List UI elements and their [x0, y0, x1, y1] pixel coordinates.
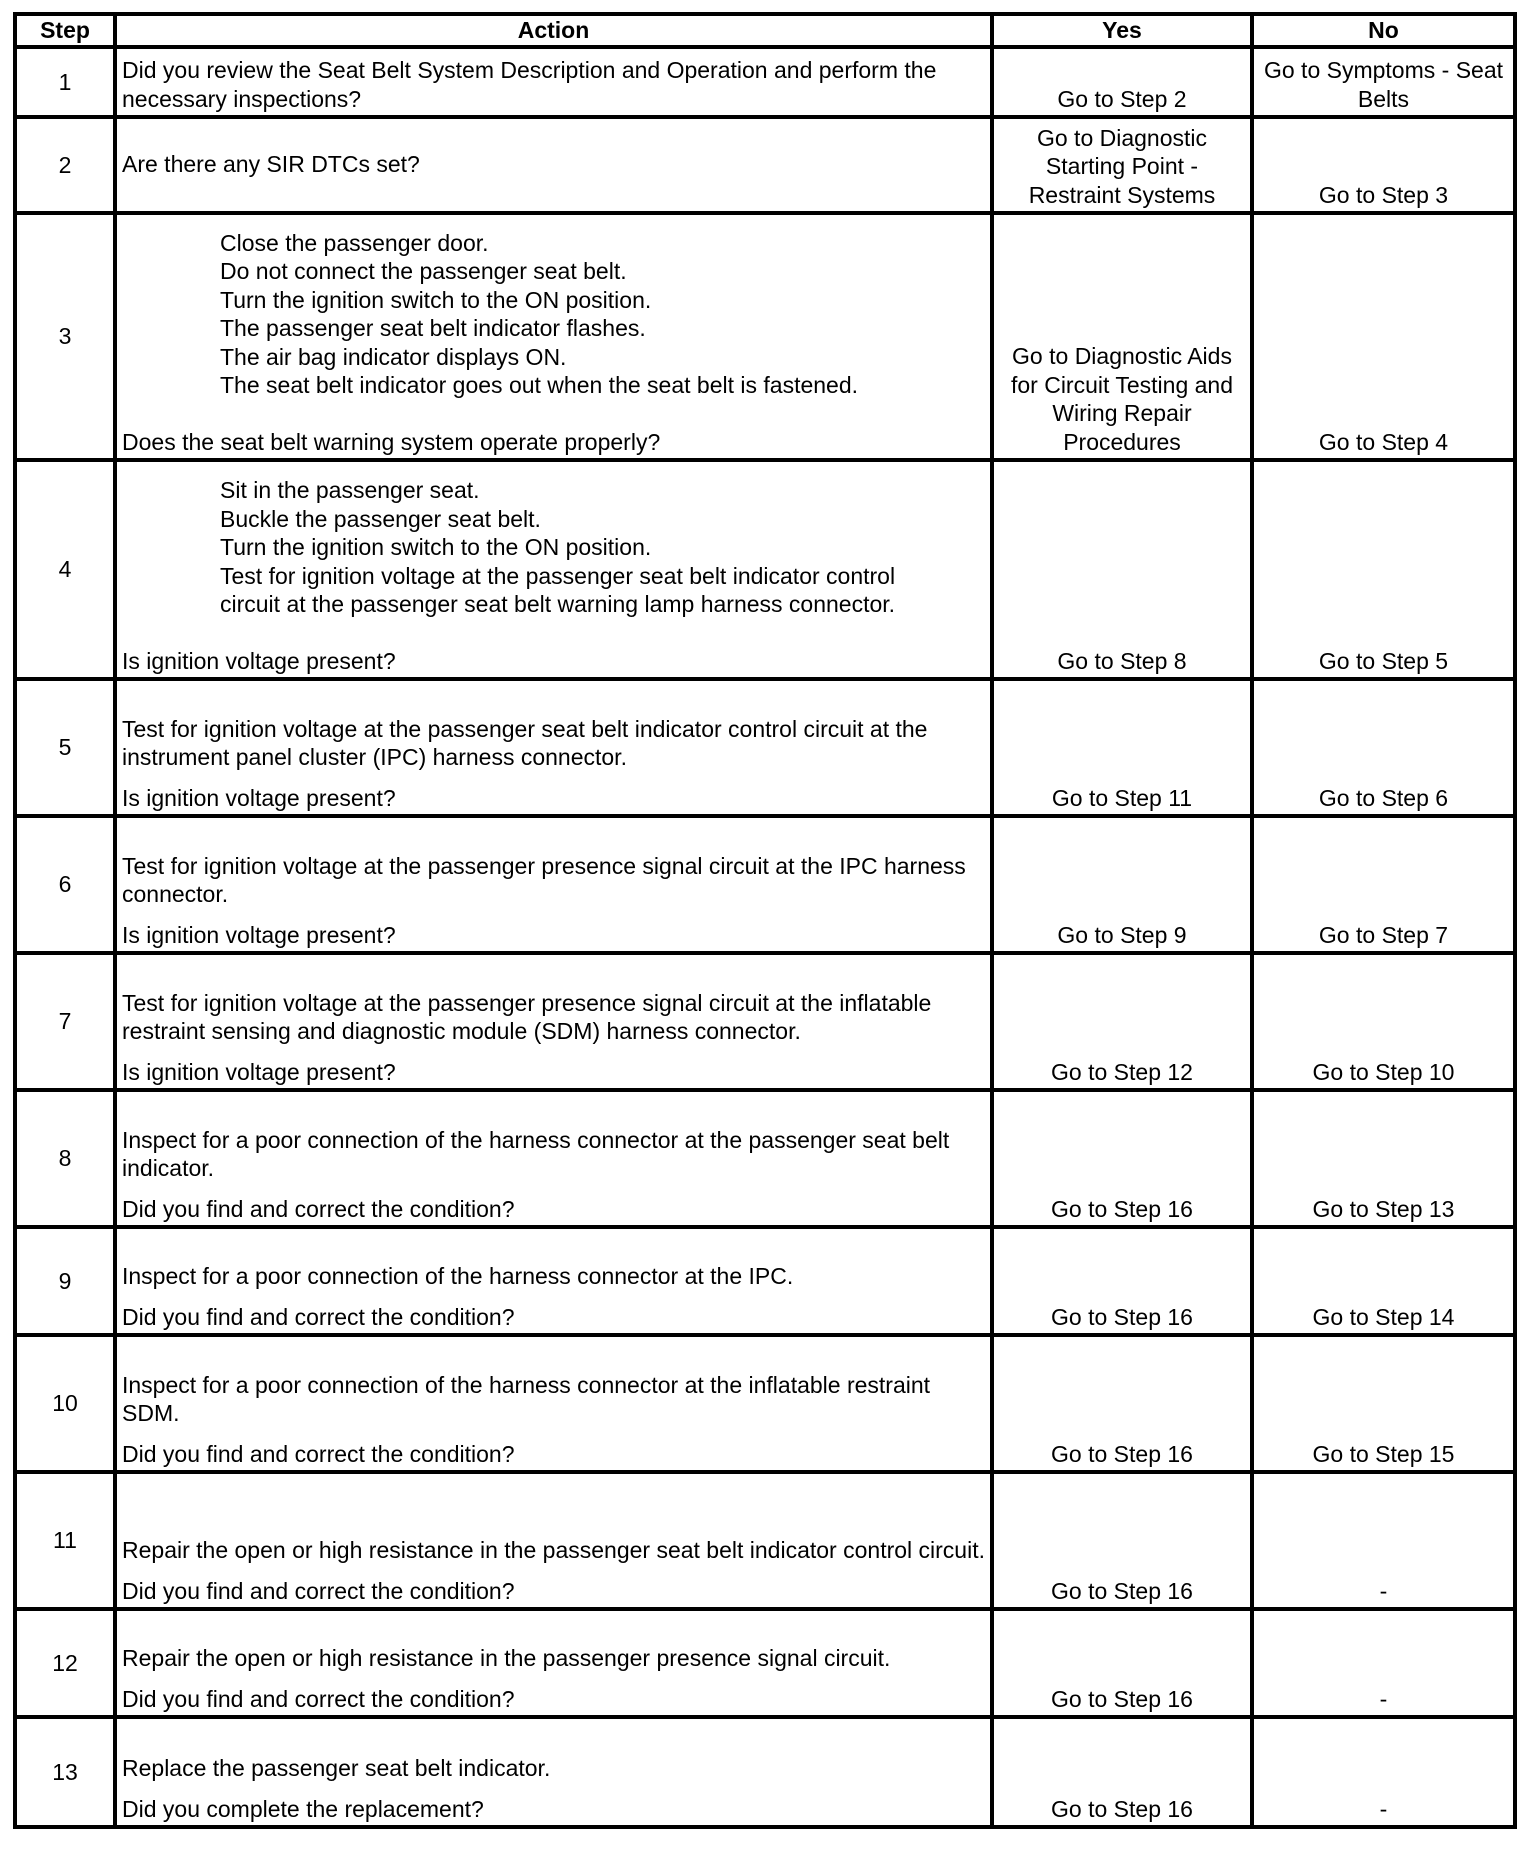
diagnostic-table — [13, 12, 1517, 1829]
header-action: Action — [115, 14, 992, 47]
action-condition: Turn the ignition switch to the ON position. — [220, 286, 652, 313]
no-result: Go to Step 13 — [1252, 1090, 1515, 1227]
action-condition: Close the passenger door. — [220, 229, 489, 256]
spacer — [122, 1183, 985, 1195]
no-result: Go to Step 4 — [1252, 213, 1515, 460]
action-question: Did you complete the replacement? — [122, 1795, 484, 1822]
spacer — [122, 400, 985, 428]
action-text: Inspect for a poor connection of the harness connector at the inflatable restraint SDM. — [122, 1371, 931, 1426]
action-question: Did you find and correct the condition? — [122, 1195, 515, 1222]
header-no: No — [1252, 14, 1515, 47]
action-condition: Do not connect the passenger seat belt. — [220, 258, 627, 284]
yes-result: Go to Step 16 — [992, 1717, 1252, 1827]
action-text: Replace the passenger seat belt indicator. — [122, 1755, 551, 1781]
action-condition: The air bag indicator displays ON. — [220, 343, 567, 370]
action-condition: Sit in the passenger seat. — [220, 477, 480, 503]
no-result: Go to Step 5 — [1252, 460, 1515, 679]
action-cell — [115, 816, 992, 953]
action-text: Did you review the Seat Belt System Description and Operation and perform the necessary inspections? — [122, 57, 937, 112]
action-cell — [115, 1227, 992, 1335]
step-number: 12 — [15, 1609, 115, 1717]
action-condition: The seat belt indicator goes out when the seat belt is fastened. — [220, 372, 859, 398]
no-result: - — [1252, 1609, 1515, 1717]
step-number: 10 — [15, 1335, 115, 1472]
spacer — [122, 772, 985, 784]
spacer — [122, 619, 985, 647]
table-row — [15, 1335, 1515, 1472]
action-question: Did you find and correct the condition? — [122, 1577, 515, 1604]
action-cell — [115, 213, 992, 460]
spacer — [122, 909, 985, 921]
table-row — [15, 213, 1515, 460]
no-result: - — [1252, 1472, 1515, 1609]
step-number: 1 — [15, 47, 115, 117]
table-row — [15, 1717, 1515, 1827]
action-cell — [115, 117, 992, 213]
action-text: Repair the open or high resistance in the passenger presence signal circuit. — [122, 1645, 891, 1671]
action-question: Did you find and correct the condition? — [122, 1303, 515, 1330]
spacer — [122, 1428, 985, 1440]
step-number: 9 — [15, 1227, 115, 1335]
yes-result: Go to Step 16 — [992, 1090, 1252, 1227]
table-row — [15, 47, 1515, 117]
yes-result: Go to Step 16 — [992, 1472, 1252, 1609]
yes-result: Go to Step 8 — [992, 460, 1252, 679]
step-number: 6 — [15, 816, 115, 953]
action-text: Test for ignition voltage at the passenger presence signal circuit at the inflatable restraint sensing and diagnostic module (SDM) harness connector. — [122, 989, 932, 1044]
no-result: - — [1252, 1717, 1515, 1827]
action-condition: The passenger seat belt indicator flashes. — [220, 315, 646, 341]
yes-result: Go to Step 16 — [992, 1335, 1252, 1472]
action-cell — [115, 953, 992, 1090]
table-row — [15, 1090, 1515, 1227]
action-cell — [115, 1090, 992, 1227]
diagnostic-table-sheet — [13, 12, 1513, 1829]
action-cell — [115, 1335, 992, 1472]
no-result: Go to Step 3 — [1252, 117, 1515, 213]
yes-result: Go to Step 2 — [992, 47, 1252, 117]
table-header-row — [15, 14, 1515, 47]
no-result: Go to Step 15 — [1252, 1335, 1515, 1472]
table-row — [15, 816, 1515, 953]
action-question: Does the seat belt warning system operate properly? — [122, 428, 661, 455]
table-row — [15, 1472, 1515, 1609]
action-condition: Test for ignition voltage at the passenger seat belt indicator control — [220, 562, 896, 589]
header-yes: Yes — [992, 14, 1252, 47]
step-number: 3 — [15, 213, 115, 460]
step-number: 8 — [15, 1090, 115, 1227]
action-question: Is ignition voltage present? — [122, 1058, 396, 1085]
action-question: Did you find and correct the condition? — [122, 1685, 515, 1712]
step-number: 2 — [15, 117, 115, 213]
action-text: Inspect for a poor connection of the harness connector at the IPC. — [122, 1263, 794, 1289]
action-text: Inspect for a poor connection of the harness connector at the passenger seat belt indicator. — [122, 1126, 950, 1181]
table-row — [15, 460, 1515, 679]
no-result: Go to Symptoms - Seat Belts — [1252, 47, 1515, 117]
no-result: Go to Step 10 — [1252, 953, 1515, 1090]
table-row — [15, 679, 1515, 816]
spacer — [122, 1046, 985, 1058]
action-cell — [115, 1717, 992, 1827]
action-text: Test for ignition voltage at the passenger presence signal circuit at the IPC harness connector. — [122, 852, 966, 907]
spacer — [122, 1291, 985, 1303]
action-question: Is ignition voltage present? — [122, 921, 396, 948]
table-row — [15, 117, 1515, 213]
step-number: 5 — [15, 679, 115, 816]
header-step: Step — [15, 14, 115, 47]
yes-result: Go to Step 11 — [992, 679, 1252, 816]
action-cell — [115, 47, 992, 117]
yes-result: Go to Diagnostic Aids for Circuit Testing and Wiring Repair Procedures — [992, 213, 1252, 460]
action-condition: Buckle the passenger seat belt. — [220, 505, 541, 532]
yes-result: Go to Step 16 — [992, 1227, 1252, 1335]
action-cell — [115, 460, 992, 679]
table-row — [15, 1227, 1515, 1335]
action-cell — [115, 679, 992, 816]
action-cell — [115, 1472, 992, 1609]
yes-result: Go to Diagnostic Starting Point - Restraint Systems — [992, 117, 1252, 213]
action-question: Is ignition voltage present? — [122, 784, 396, 811]
yes-result: Go to Step 16 — [992, 1609, 1252, 1717]
action-condition: Turn the ignition switch to the ON position. — [220, 534, 652, 560]
step-number: 7 — [15, 953, 115, 1090]
action-question: Is ignition voltage present? — [122, 647, 396, 674]
action-condition: circuit at the passenger seat belt warning lamp harness connector. — [220, 591, 896, 617]
step-number: 4 — [15, 460, 115, 679]
no-result: Go to Step 7 — [1252, 816, 1515, 953]
spacer — [122, 1783, 985, 1795]
action-question: Did you find and correct the condition? — [122, 1440, 515, 1467]
no-result: Go to Step 6 — [1252, 679, 1515, 816]
step-number: 11 — [15, 1472, 115, 1609]
table-row — [15, 1609, 1515, 1717]
spacer — [122, 1565, 985, 1577]
spacer — [122, 1673, 985, 1685]
action-text: Repair the open or high resistance in the passenger seat belt indicator control circuit. — [122, 1537, 985, 1563]
table-row — [15, 953, 1515, 1090]
action-text: Test for ignition voltage at the passenger seat belt indicator control circuit at the instrument panel cluster (IPC) harness connector. — [122, 715, 928, 770]
yes-result: Go to Step 9 — [992, 816, 1252, 953]
yes-result: Go to Step 12 — [992, 953, 1252, 1090]
step-number: 13 — [15, 1717, 115, 1827]
no-result: Go to Step 14 — [1252, 1227, 1515, 1335]
action-cell — [115, 1609, 992, 1717]
action-question: Are there any SIR DTCs set? — [122, 150, 420, 177]
